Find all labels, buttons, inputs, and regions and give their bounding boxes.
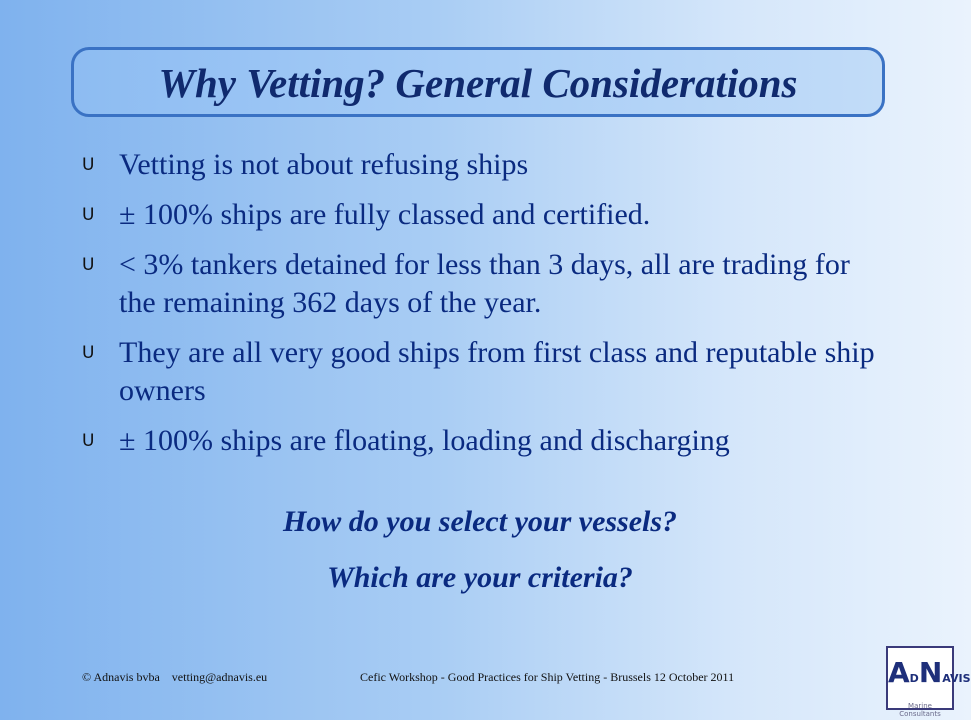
- logo-wordmark: ADNAVIS: [888, 656, 971, 689]
- bullet-marker-icon: U: [82, 155, 95, 175]
- question-criteria: Which are your criteria?: [327, 561, 633, 594]
- footer-left: [82, 670, 267, 685]
- slide-title: Why Vetting? General Considerations: [158, 60, 798, 106]
- bullet-text: ± 100% ships are fully classed and certified.: [119, 198, 651, 231]
- bullet-text: < 3% tankers detained for less than 3 days, all are trading for the remaining 362 days of the year.: [119, 248, 850, 319]
- bullet-text: ± 100% ships are floating, loading and discharging: [119, 424, 730, 457]
- bullet-marker-icon: U: [82, 431, 95, 451]
- bullet-text: They are all very good ships from first class and reputable ship owners: [119, 336, 875, 407]
- bullet-list: [82, 146, 882, 472]
- title-box: [71, 47, 885, 117]
- bullet-item: [82, 196, 882, 234]
- bullet-item: [82, 334, 882, 410]
- bullet-item: [82, 146, 882, 184]
- question-select-vessels: How do you select your vessels?: [282, 505, 678, 538]
- logo-subtitle: Marine Consultants: [899, 702, 941, 718]
- bullet-marker-icon: U: [82, 205, 95, 225]
- footer-copyright: © Adnavis bvba: [82, 670, 160, 684]
- footer-email-link[interactable]: vetting@adnavis.eu: [171, 670, 268, 684]
- bullet-item: [82, 246, 882, 322]
- adnavis-logo: [886, 646, 971, 718]
- bullet-text: Vetting is not about refusing ships: [119, 148, 529, 181]
- bullet-marker-icon: U: [82, 255, 95, 275]
- bullet-marker-icon: U: [82, 343, 95, 363]
- bullet-item: [82, 422, 882, 460]
- footer-event: Cefic Workshop - Good Practices for Ship Vetting - Brussels 12 October 2011: [360, 670, 735, 684]
